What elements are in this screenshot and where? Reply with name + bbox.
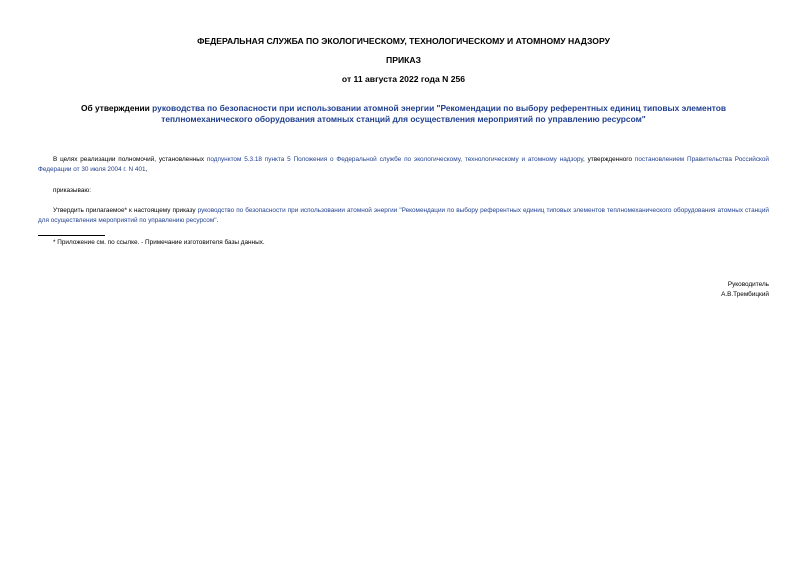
- approval-paragraph: [38, 206, 769, 225]
- footnote-text: * Приложение см. по ссылке. - Примечание изготовителя базы данных.: [53, 239, 265, 246]
- approval-text-2: .: [216, 216, 219, 224]
- approval-link-guide[interactable]: руководство по безопасности при использовании атомной энергии "Рекомендации по выбору референтных единиц типовых элементов теплномеханического оборудования атомных станций для осуществления мероприятий по управлению ресурсом": [38, 207, 769, 224]
- agency-heading: ФЕДЕРАЛЬНАЯ СЛУЖБА ПО ЭКОЛОГИЧЕСКОМУ, ТЕХНОЛОГИЧЕСКОМУ И АТОМНОМУ НАДЗОРУ: [197, 36, 610, 46]
- order-word: приказываю:: [53, 187, 91, 194]
- preamble-text-3: ,: [145, 165, 148, 173]
- preamble-link-regulation[interactable]: подпунктом 5.3.18 пункта 5 Положения о Федеральной службе по экологическому, технологическому и атомному надзору: [206, 156, 583, 163]
- signature-name: А.В.Трембицкий: [721, 291, 769, 298]
- preamble-text-2: , утвержденного: [582, 156, 633, 163]
- preamble-text-1: В целях реализации полномочий, установленных: [53, 156, 205, 163]
- document-type-heading: ПРИКАЗ: [386, 55, 421, 65]
- footnote-divider: [38, 235, 105, 236]
- title-link[interactable]: руководства по безопасности при использовании атомной энергии "Рекомендации по выбору референтных единиц типовых элементов теплномеханического оборудования атомных станций для осуществления мероприятий по управлению ресурсом": [152, 103, 727, 124]
- approval-text-1: Утвердить прилагаемое* к настоящему приказу: [53, 207, 196, 214]
- title-prefix: Об утверждении: [80, 103, 150, 113]
- document-title: [60, 103, 747, 125]
- signature-position: Руководитель: [727, 281, 769, 288]
- preamble-link-resolution[interactable]: постановлением Правительства Российской Федерации от 30 июля 2004 г. N 401: [38, 156, 770, 173]
- preamble-paragraph: [38, 155, 769, 174]
- date-number-heading: от 11 августа 2022 года N 256: [341, 74, 466, 84]
